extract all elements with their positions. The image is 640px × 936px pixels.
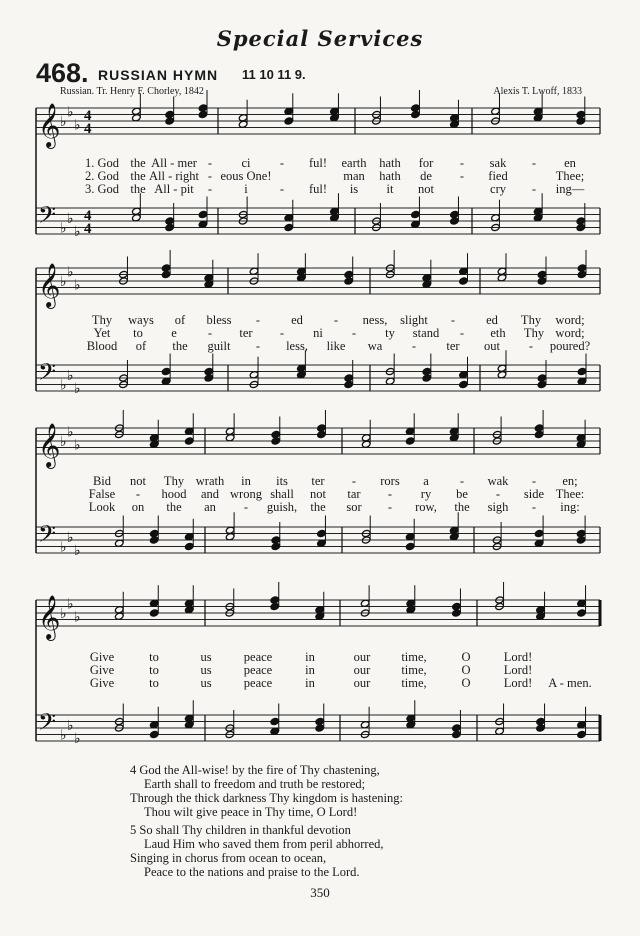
lyric-syllable: ter [446, 339, 460, 353]
lyric-syllable: peace [243, 663, 273, 677]
lyric-syllable: - [135, 487, 141, 501]
note-head [284, 223, 294, 231]
lyric-syllable: ed [291, 313, 303, 327]
note-head [452, 730, 462, 738]
time-signature: 4 [84, 221, 92, 237]
lyric-syllable: fied [488, 169, 508, 183]
flat-icon: ♭ [74, 224, 81, 240]
lyric-syllable: ed [486, 313, 498, 327]
time-signature: 4 [84, 121, 92, 137]
note-head [405, 542, 415, 550]
lyric-syllable: Lord! [503, 676, 533, 690]
lyric-syllable: - [255, 313, 261, 327]
lyric-syllable: its [276, 474, 288, 488]
note-head [450, 217, 460, 225]
lyric-syllable: Lord! [503, 650, 533, 664]
treble-clef-icon: 𝄞 [38, 103, 61, 147]
note-head [284, 117, 294, 125]
flat-icon: ♭ [74, 543, 81, 559]
lyric-syllable: e [171, 326, 177, 340]
lyric-line [0, 156, 640, 169]
lyric-syllable: sor [346, 500, 362, 514]
lyric-syllable: hood [161, 487, 187, 501]
lyric-syllable: - [387, 500, 393, 514]
lyric-syllable: eous One! [220, 169, 272, 183]
note-head [270, 602, 280, 610]
lyric-syllable: en; [562, 474, 578, 488]
stanza-4 [130, 763, 403, 819]
lyric-syllable: Give [89, 676, 115, 690]
lyric-syllable: O [461, 676, 471, 690]
lyric-syllable: Yet [93, 326, 111, 340]
lyric-syllable: Give [89, 663, 115, 677]
stanza-line: Peace to the nations and praise to the Lord. [144, 865, 360, 879]
lyric-syllable: of [174, 313, 186, 327]
lyric-syllable: - [450, 313, 456, 327]
bass-clef-icon: 𝄢 [38, 708, 57, 741]
flat-icon: ♭ [60, 540, 67, 556]
lyric-syllable: the [172, 339, 188, 353]
flat-icon: ♭ [74, 381, 81, 397]
lyric-syllable: - [531, 500, 537, 514]
lyric-syllable: Thy [163, 474, 185, 488]
lyric-syllable: O [461, 650, 471, 664]
lyric-syllable: ing— [555, 182, 585, 196]
lyric-syllable: - [333, 313, 339, 327]
flat-icon: ♭ [67, 105, 74, 121]
lyric-syllable: All - pit [154, 182, 194, 196]
lyric-syllable: bless [206, 313, 232, 327]
note-head [422, 374, 432, 382]
lyric-syllable: word; [555, 326, 585, 340]
lyric-syllable: earth [341, 156, 367, 170]
lyric-syllable: ways [128, 313, 154, 327]
meter: 11 10 11 9. [242, 67, 306, 82]
lyric-syllable: ter [311, 474, 325, 488]
lyric-syllable: eth [490, 326, 506, 340]
note-head [317, 529, 327, 537]
lyric-syllable: less, [286, 339, 308, 353]
lyric-syllable: - [531, 182, 537, 196]
lyric-syllable: sak [489, 156, 507, 170]
lyric-syllable: to [149, 663, 159, 677]
lyric-syllable: A - men. [548, 676, 592, 690]
lyric-syllable: not [418, 182, 434, 196]
flat-icon: ♭ [67, 597, 74, 613]
note-head [577, 270, 587, 278]
lyric-syllable: us [200, 663, 212, 677]
lyric-syllable: and [200, 487, 220, 501]
lyric-syllable: wrath [195, 474, 225, 488]
note-head [344, 277, 354, 285]
flat-icon: ♭ [74, 278, 81, 294]
lyric-syllable: - [528, 339, 534, 353]
lyric-syllable: Thee: [555, 487, 585, 501]
lyric-syllable: us [200, 650, 212, 664]
note-head [534, 529, 544, 537]
lyric-syllable: the [130, 169, 146, 183]
lyric-syllable: - [387, 487, 393, 501]
lyric-syllable: ness, [362, 313, 388, 327]
flat-icon: ♭ [67, 425, 74, 441]
stanza-line: Through the thick darkness Thy kingdom is hastening: [130, 791, 403, 805]
lyric-syllable: poured? [549, 339, 591, 353]
note-head [459, 380, 469, 388]
lyric-syllable: to [149, 676, 159, 690]
lyric-syllable: rors [380, 474, 400, 488]
lyric-syllable: Blood [86, 339, 118, 353]
note-head [576, 117, 586, 125]
lyric-syllable: - [279, 156, 285, 170]
note-head [577, 730, 587, 738]
lyric-syllable: 1. God [84, 156, 120, 170]
lyric-line [0, 182, 640, 195]
note-head [165, 117, 175, 125]
lyric-syllable: in [241, 474, 251, 488]
note-head [165, 223, 175, 231]
lyric-syllable: ry [420, 487, 432, 501]
lyric-syllable: All - mer [151, 156, 197, 170]
lyric-syllable: ci [241, 156, 251, 170]
lyric-syllable: to [133, 326, 143, 340]
note-head [577, 367, 587, 375]
lyric-syllable: wa [367, 339, 383, 353]
lyric-syllable: ni [313, 326, 323, 340]
lyric-line [0, 500, 640, 513]
note-head [271, 437, 281, 445]
time-signature: 4 [84, 208, 92, 224]
treble-clef-icon: 𝄞 [38, 423, 61, 467]
lyric-line [0, 339, 640, 352]
lyric-syllable: row, [415, 500, 437, 514]
lyric-syllable: hath [379, 156, 401, 170]
hymn-number: 468. [36, 58, 89, 88]
lyric-syllable: - [531, 474, 537, 488]
lyric-syllable: Lord! [503, 663, 533, 677]
lyric-syllable: out [484, 339, 500, 353]
lyric-syllable: - [351, 326, 357, 340]
lyric-line [0, 650, 640, 663]
bass-clef-icon: 𝄢 [38, 520, 57, 553]
lyric-syllable: Thy [520, 313, 542, 327]
lyric-syllable: our [353, 676, 371, 690]
flat-icon: ♭ [60, 378, 67, 394]
flat-icon: ♭ [60, 728, 67, 744]
note-head [577, 609, 587, 617]
lyric-syllable: - [459, 169, 465, 183]
note-head [411, 110, 421, 118]
note-head [161, 367, 171, 375]
lyric-syllable: our [353, 650, 371, 664]
flat-icon: ♭ [74, 610, 81, 626]
stanza-line: 4 God the All-wise! by the fire of Thy chastening, [130, 763, 380, 777]
lyric-syllable: wrong [230, 487, 262, 501]
stanza-line: Earth shall to freedom and truth be restored; [144, 777, 366, 791]
lyric-syllable: Thy [91, 313, 113, 327]
note-head [204, 374, 214, 382]
stanza-line: 5 So shall Thy children in thankful devotion [130, 823, 351, 837]
lyric-syllable: time, [401, 663, 427, 677]
lyric-syllable: of [135, 339, 147, 353]
note-head [161, 270, 171, 278]
lyric-syllable: stand [412, 326, 440, 340]
lyric-syllable: in [305, 676, 315, 690]
note-head [149, 536, 159, 544]
note-head [411, 210, 421, 218]
note-head [270, 717, 280, 725]
lyric-syllable: guilt [207, 339, 231, 353]
lyric-syllable: - [279, 182, 285, 196]
lyric-syllable: the [166, 500, 182, 514]
lyric-syllable: peace [243, 650, 273, 664]
lyric-syllable: Bid [92, 474, 112, 488]
lyric-syllable: a [423, 474, 429, 488]
note-head [198, 210, 208, 218]
lyric-syllable: not [310, 487, 326, 501]
treble-clef-icon: 𝄞 [38, 263, 61, 307]
lyric-syllable: ter [239, 326, 253, 340]
flat-icon: ♭ [60, 607, 67, 622]
note-head [317, 430, 327, 438]
time-signature: 4 [84, 108, 92, 124]
lyric-line [0, 326, 640, 339]
lyric-syllable: shall [270, 487, 294, 501]
flat-icon: ♭ [67, 718, 74, 734]
lyric-syllable: ful! [308, 156, 328, 170]
lyric-line [0, 169, 640, 182]
lyric-syllable: sigh [487, 500, 509, 514]
lyric-syllable: time, [401, 650, 427, 664]
flat-icon: ♭ [60, 115, 67, 130]
lyric-line [0, 474, 640, 487]
lyric-syllable: - [495, 487, 501, 501]
lyric-syllable: en [564, 156, 576, 170]
lyric-syllable: man [343, 169, 365, 183]
flat-icon: ♭ [74, 731, 81, 747]
text-credit: Russian. Tr. Henry F. Chorley, 1842 [60, 86, 204, 97]
tune-name: RUSSIAN HYMN [98, 67, 219, 83]
flat-icon: ♭ [60, 275, 67, 290]
lyric-syllable: in [305, 663, 315, 677]
note-head [271, 542, 281, 550]
note-head [405, 437, 415, 445]
lyric-syllable: the [310, 500, 326, 514]
lyric-syllable: Thy [523, 326, 545, 340]
section-title: Special Services [216, 26, 424, 51]
lyric-syllable: 3. God [84, 182, 120, 196]
lyric-syllable: the [454, 500, 470, 514]
lyric-syllable: cry [490, 182, 506, 196]
lyric-syllable: side [523, 487, 545, 501]
lyric-syllable: O [461, 663, 471, 677]
note-head [536, 724, 546, 732]
page-number: 350 [310, 885, 330, 900]
lyric-syllable: in [305, 650, 315, 664]
lyric-syllable: wak [487, 474, 509, 488]
stanza-5 [130, 823, 384, 879]
lyric-syllable: be [456, 487, 468, 501]
stanza-line: Laud Him who saved them from peril abhorred, [144, 837, 384, 851]
lyric-line [0, 313, 640, 326]
flat-icon: ♭ [67, 530, 74, 546]
lyric-syllable: ty [385, 326, 395, 340]
treble-clef-icon: 𝄞 [38, 595, 61, 639]
lyric-syllable: the [130, 156, 146, 170]
flat-icon: ♭ [67, 265, 74, 281]
lyric-syllable: - [459, 326, 465, 340]
lyric-syllable: our [353, 663, 371, 677]
lyric-syllable: word; [555, 313, 585, 327]
flat-icon: ♭ [60, 221, 67, 237]
lyric-line [0, 487, 640, 500]
note-head [315, 724, 325, 732]
lyric-syllable: - [459, 474, 465, 488]
lyric-syllable: ful! [308, 182, 328, 196]
lyric-syllable: ing: [560, 500, 580, 514]
note-head [537, 277, 547, 285]
lyric-syllable: False [88, 487, 116, 501]
lyric-syllable: 2. God [84, 169, 120, 183]
lyric-syllable: - [243, 500, 249, 514]
lyric-line [0, 663, 640, 676]
note-head [184, 542, 194, 550]
lyric-syllable: - [351, 474, 357, 488]
note-head [149, 609, 159, 617]
flat-icon: ♭ [74, 438, 81, 454]
lyric-syllable: is [349, 182, 359, 196]
lyric-syllable: Give [89, 650, 115, 664]
bass-clef-icon: 𝄢 [38, 201, 57, 234]
lyric-syllable: not [130, 474, 146, 488]
stanza-line: Thou wilt give peace in Thy time, O Lord! [144, 805, 358, 819]
note-head [576, 536, 586, 544]
lyric-syllable: - [207, 326, 213, 340]
lyric-syllable: - [459, 156, 465, 170]
lyric-syllable: for [418, 156, 434, 170]
note-head [576, 223, 586, 231]
lyric-syllable: tar [347, 487, 361, 501]
lyric-syllable: to [149, 650, 159, 664]
lyric-syllable: guish, [266, 500, 298, 514]
composer-credit: Alexis T. Lwoff, 1833 [493, 86, 582, 97]
flat-icon: ♭ [67, 211, 74, 227]
lyric-line [0, 676, 640, 689]
bass-clef-icon: 𝄢 [38, 358, 57, 391]
lyric-syllable: slight [400, 313, 428, 327]
lyric-syllable: peace [243, 676, 273, 690]
lyric-syllable: - [411, 339, 417, 353]
note-head [344, 380, 354, 388]
lyric-syllable: an [204, 500, 216, 514]
note-head [534, 430, 544, 438]
stanza-line: Singing in chorus from ocean to ocean, [130, 851, 327, 865]
lyric-syllable: time, [401, 676, 427, 690]
lyric-syllable: hath [379, 169, 401, 183]
lyric-syllable: - [207, 169, 213, 183]
lyric-syllable: it [386, 182, 394, 196]
lyric-syllable: - [531, 156, 537, 170]
note-head [184, 437, 194, 445]
lyric-syllable: All - right [149, 169, 199, 183]
note-head [459, 277, 469, 285]
flat-icon: ♭ [67, 368, 74, 384]
lyric-syllable: Thee; [555, 169, 585, 183]
lyric-syllable: us [200, 676, 212, 690]
lyric-syllable: de [420, 169, 432, 183]
flat-icon: ♭ [74, 118, 81, 134]
lyric-syllable: on [131, 500, 145, 514]
note-head [149, 730, 159, 738]
lyric-syllable: - [279, 326, 285, 340]
lyric-syllable: - [207, 156, 213, 170]
flat-icon: ♭ [60, 435, 67, 450]
lyric-syllable: like [326, 339, 346, 353]
lyric-syllable: i [244, 182, 248, 196]
lyric-syllable: - [255, 339, 261, 353]
lyric-syllable: Look [88, 500, 116, 514]
lyric-syllable: the [130, 182, 146, 196]
note-head [452, 609, 462, 617]
note-head [198, 110, 208, 118]
lyric-syllable: - [207, 182, 213, 196]
note-head [537, 380, 547, 388]
